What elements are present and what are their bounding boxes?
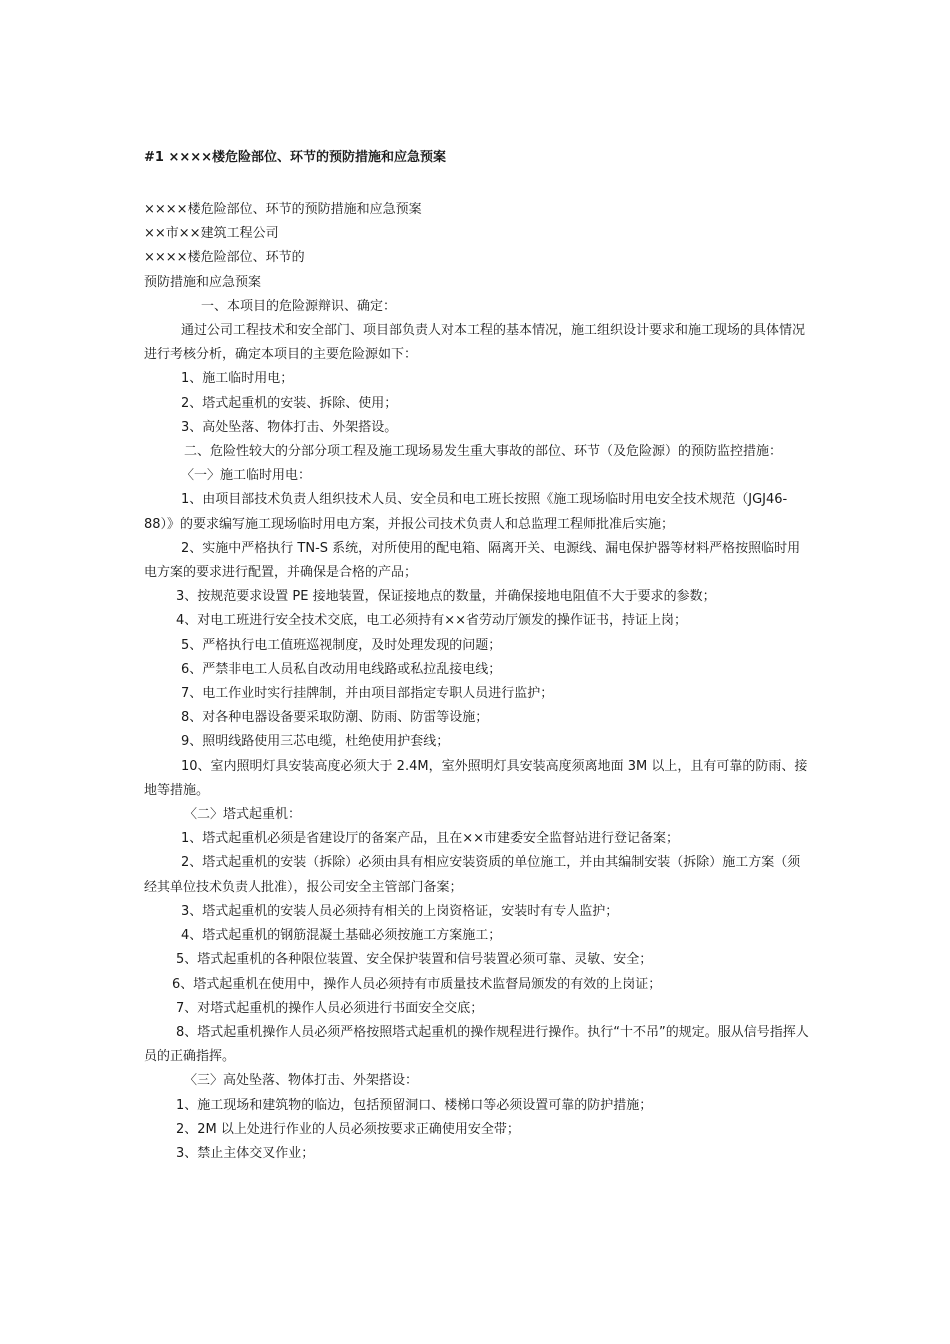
section-heading: 一、本项目的危险源辩识、确定： [201,298,397,314]
paragraph: 通过公司工程技术和安全部门、项目部负责人对本工程的基本情况，施工组织设计要求和施工现场的具体情况进行考核分析，确定本项目的主要危险源如下： [144,323,806,363]
subsection-heading: 〈一〉施工临时用电： [181,468,312,484]
list-item: 7、对塔式起重机的操作人员必须进行书面安全交底； [176,1000,484,1016]
list-item: 2、实施中严格执行 TN-S 系统，对所使用的配电箱、隔离开关、电源线、漏电保护器等材料严格按照临时用电方案的要求进行配置，并确保是合格的产品； [144,540,801,581]
list-item: 1、施工现场和建筑物的临边，包括预留洞口、楼梯口等必须设置可靠的防护措施； [176,1097,653,1113]
paragraph: ××市××建筑工程公司 [144,226,279,242]
list-item: 9、照明线路使用三芯电缆，杜绝使用护套线； [181,734,450,750]
list-item: 3、高处坠落、物体打击、外架搭设。 [181,419,398,435]
section-heading: 二、危险性较大的分部分项工程及施工现场易发生重大事故的部位、环节（及危险源）的预防监控措施： [184,444,783,460]
paragraph: ××××楼危险部位、环节的预防措施和应急预案 [144,202,422,217]
paragraph: ××××楼危险部位、环节的 [144,250,305,266]
list-item: 1、塔式起重机必须是省建设厅的备案产品，且在××市建委安全监督站进行登记备案； [181,831,680,847]
list-item: 2、塔式起重机的安装、拆除、使用； [181,395,398,411]
list-item: 6、严禁非电工人员私自改动用电线路或私拉乱接电线； [181,661,502,677]
list-item: 5、塔式起重机的各种限位装置、安全保护装置和信号装置必须可靠、灵敏、安全； [176,952,653,968]
paragraph: 预防措施和应急预案 [144,274,262,290]
list-item: 1、由项目部技术负责人组织技术人员、安全员和电工班长按照《施工现场临时用电安全技术规范（JGJ46-88）》的要求编写施工现场临时用电方案，并报公司技术负责人和总监理工程师批准后实施； [144,492,788,532]
subsection-heading: 〈二〉塔式起重机： [184,807,302,823]
list-item: 8、塔式起重机操作人员必须严格按照塔式起重机的操作规程进行操作。执行“十不吊”的规定。服从信号指挥人员的正确指挥。 [144,1024,809,1065]
list-item: 10、室内照明灯具安装高度必须大于 2.4M，室外照明灯具安装高度须离地面 3M 以上，且有可靠的防雨、接地等措施。 [144,758,808,798]
list-item: 3、禁止主体交叉作业； [176,1145,315,1161]
list-item: 4、对电工班进行安全技术交底，电工必须持有××省劳动厅颁发的操作证书，持证上岗； [176,613,688,629]
document-body [144,148,810,1166]
list-item: 5、严格执行电工值班巡视制度，及时处理发现的问题； [181,637,502,653]
list-item: 3、按规范要求设置 PE 接地装置，保证接地点的数量，并确保接地电阻值不大于要求的参数； [176,589,716,605]
list-item: 3、塔式起重机的安装人员必须持有相关的上岗资格证，安装时有专人监护； [181,903,619,919]
list-item: 4、塔式起重机的钢筋混凝土基础必须按施工方案施工； [181,928,502,944]
list-item: 2、塔式起重机的安装（拆除）必须由具有相应安装资质的单位施工，并由其编制安装（拆除）施工方案（须经其单位技术负责人批准），报公司安全主管部门备案； [144,855,801,895]
list-item: 1、施工临时用电； [181,371,294,387]
list-item: 6、塔式起重机在使用中，操作人员必须持有市质量技术监督局颁发的有效的上岗证； [172,976,662,992]
list-item: 7、电工作业时实行挂牌制，并由项目部指定专职人员进行监护； [181,686,554,702]
subsection-heading: 〈三〉高处坠落、物体打击、外架搭设： [184,1073,419,1089]
list-item: 8、对各种电器设备要采取防潮、防雨、防雷等设施； [181,710,489,726]
list-item: 2、2M 以上处进行作业的人员必须按要求正确使用安全带； [176,1121,520,1137]
document-title: #1 ××××楼危险部位、环节的预防措施和应急预案 [144,150,447,165]
